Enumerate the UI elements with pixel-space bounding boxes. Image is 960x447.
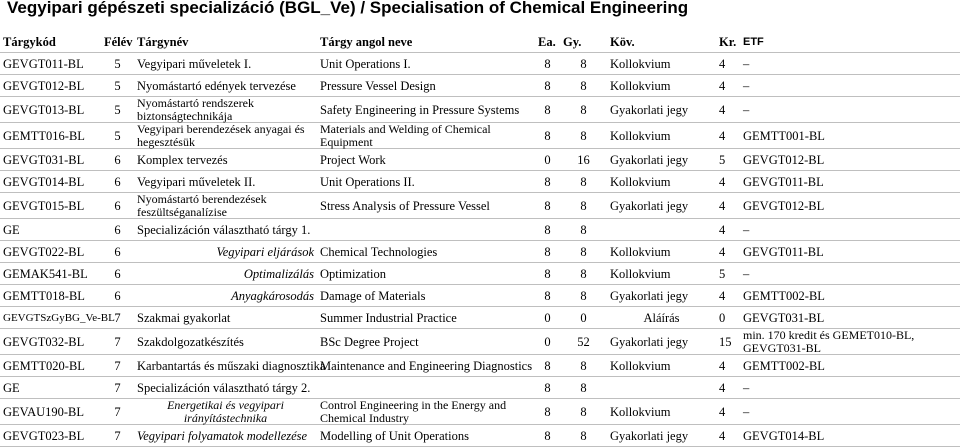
cell-code: GEVGT015-BL (0, 193, 101, 219)
cell-semester: 5 (101, 123, 134, 149)
table-row (0, 75, 960, 97)
cell-semester: 7 (101, 377, 134, 399)
cell-requirement: Gyakorlati jegy (607, 329, 716, 355)
cell-english-name: Maintenance and Engineering Diagnostics (317, 355, 535, 377)
cell-lecture: 0 (535, 329, 560, 355)
cell-semester: 7 (101, 329, 134, 355)
cell-lecture: 0 (535, 149, 560, 171)
cell-prerequisite: GEVGT011-BL (740, 171, 960, 193)
cell-name: Vegyipari folyamatok modellezése (134, 425, 317, 447)
cell-requirement (607, 219, 716, 241)
cell-english-name (317, 377, 535, 399)
table-row (0, 123, 960, 149)
cell-english-name: Unit Operations I. (317, 53, 535, 75)
cell-english-name: Modelling of Unit Operations (317, 425, 535, 447)
cell-practice: 8 (560, 123, 607, 149)
cell-credit: 4 (716, 399, 740, 425)
table-row (0, 149, 960, 171)
cell-requirement: Kollokvium (607, 171, 716, 193)
cell-prerequisite: GEVGT012-BL (740, 193, 960, 219)
cell-prerequisite: – (740, 53, 960, 75)
col-header-requirement: Köv. (607, 32, 716, 53)
cell-name: Nyomástartó rendszerek biztonságtechnikája (134, 97, 317, 123)
cell-credit: 4 (716, 219, 740, 241)
cell-prerequisite: GEVGT014-BL (740, 425, 960, 447)
col-header-code: Tárgykód (0, 32, 101, 53)
cell-practice: 8 (560, 219, 607, 241)
cell-code: GEVGT032-BL (0, 329, 101, 355)
cell-english-name: Unit Operations II. (317, 171, 535, 193)
table-row (0, 355, 960, 377)
cell-code: GE (0, 377, 101, 399)
cell-prerequisite: GEMTT002-BL (740, 355, 960, 377)
cell-requirement: Gyakorlati jegy (607, 193, 716, 219)
cell-practice: 8 (560, 285, 607, 307)
cell-credit: 5 (716, 149, 740, 171)
cell-credit: 0 (716, 307, 740, 329)
cell-prerequisite: GEVGT012-BL (740, 149, 960, 171)
cell-semester: 6 (101, 149, 134, 171)
cell-name: Nyomástartó berendezések feszültséganalízise (134, 193, 317, 219)
cell-practice: 8 (560, 241, 607, 263)
table-row (0, 377, 960, 399)
cell-code: GEVGT014-BL (0, 171, 101, 193)
cell-semester: 6 (101, 171, 134, 193)
cell-requirement: Kollokvium (607, 399, 716, 425)
cell-requirement (607, 377, 716, 399)
cell-credit: 4 (716, 97, 740, 123)
cell-prerequisite: – (740, 219, 960, 241)
cell-name: Komplex tervezés (134, 149, 317, 171)
cell-requirement: Kollokvium (607, 263, 716, 285)
cell-code: GEVGT011-BL (0, 53, 101, 75)
cell-english-name: Safety Engineering in Pressure Systems (317, 97, 535, 123)
cell-lecture: 8 (535, 219, 560, 241)
cell-requirement: Gyakorlati jegy (607, 285, 716, 307)
col-header-english-name: Tárgy angol neve (317, 32, 535, 53)
table-row (0, 171, 960, 193)
cell-practice: 8 (560, 193, 607, 219)
table-row (0, 329, 960, 355)
cell-code: GEMTT018-BL (0, 285, 101, 307)
cell-code: GEMTT016-BL (0, 123, 101, 149)
col-header-semester: Félév (101, 32, 134, 53)
cell-name: Vegyipari műveletek II. (134, 171, 317, 193)
cell-requirement: Kollokvium (607, 355, 716, 377)
table-row (0, 193, 960, 219)
cell-credit: 4 (716, 193, 740, 219)
cell-requirement: Kollokvium (607, 75, 716, 97)
cell-requirement: Kollokvium (607, 123, 716, 149)
cell-prerequisite: min. 170 kredit és GEMET010-BL, GEVGT031-BL (740, 329, 960, 355)
cell-practice: 8 (560, 97, 607, 123)
cell-code: GEVGT031-BL (0, 149, 101, 171)
cell-lecture: 8 (535, 355, 560, 377)
table-row (0, 219, 960, 241)
cell-practice: 8 (560, 425, 607, 447)
table-row (0, 53, 960, 75)
cell-practice: 8 (560, 75, 607, 97)
cell-english-name: Pressure Vessel Design (317, 75, 535, 97)
col-header-prerequisite: ETF (740, 32, 960, 53)
cell-semester: 6 (101, 241, 134, 263)
table-row (0, 97, 960, 123)
cell-lecture: 8 (535, 425, 560, 447)
cell-lecture: 8 (535, 75, 560, 97)
cell-requirement: Gyakorlati jegy (607, 149, 716, 171)
cell-code: GEVGT012-BL (0, 75, 101, 97)
cell-practice: 8 (560, 263, 607, 285)
cell-semester: 5 (101, 97, 134, 123)
cell-practice: 0 (560, 307, 607, 329)
cell-practice: 16 (560, 149, 607, 171)
cell-name: Specializáción választható tárgy 2. (134, 377, 317, 399)
cell-prerequisite: GEMTT002-BL (740, 285, 960, 307)
cell-practice: 8 (560, 355, 607, 377)
cell-english-name: Damage of Materials (317, 285, 535, 307)
cell-prerequisite: GEVGT011-BL (740, 241, 960, 263)
cell-requirement: Gyakorlati jegy (607, 97, 716, 123)
cell-practice: 8 (560, 377, 607, 399)
cell-prerequisite: – (740, 97, 960, 123)
cell-name: Karbantartás és műszaki diagnosztika (134, 355, 317, 377)
table-row (0, 285, 960, 307)
cell-semester: 6 (101, 193, 134, 219)
cell-code: GEVAU190-BL (0, 399, 101, 425)
cell-requirement: Gyakorlati jegy (607, 425, 716, 447)
cell-name: Vegyipari berendezések anyagai és hegesztésük (134, 123, 317, 149)
cell-semester: 6 (101, 285, 134, 307)
cell-lecture: 8 (535, 241, 560, 263)
col-header-name: Tárgynév (134, 32, 317, 53)
cell-prerequisite: – (740, 399, 960, 425)
cell-credit: 4 (716, 377, 740, 399)
cell-lecture: 8 (535, 263, 560, 285)
cell-lecture: 0 (535, 307, 560, 329)
cell-lecture: 8 (535, 399, 560, 425)
curriculum-table (0, 32, 960, 447)
cell-english-name (317, 219, 535, 241)
cell-english-name: Project Work (317, 149, 535, 171)
cell-practice: 8 (560, 171, 607, 193)
cell-lecture: 8 (535, 285, 560, 307)
col-header-lecture: Ea. (535, 32, 560, 53)
cell-credit: 4 (716, 123, 740, 149)
cell-requirement: Aláírás (607, 307, 716, 329)
cell-credit: 4 (716, 75, 740, 97)
cell-name: Vegyipari műveletek I. (134, 53, 317, 75)
cell-english-name: Chemical Technologies (317, 241, 535, 263)
cell-code: GEMAK541-BL (0, 263, 101, 285)
cell-lecture: 8 (535, 377, 560, 399)
cell-prerequisite: GEVGT031-BL (740, 307, 960, 329)
cell-english-name: Materials and Welding of Chemical Equipment (317, 123, 535, 149)
cell-credit: 5 (716, 263, 740, 285)
cell-name: Specializáción választható tárgy 1. (134, 219, 317, 241)
cell-name: Szakmai gyakorlat (134, 307, 317, 329)
cell-practice: 52 (560, 329, 607, 355)
cell-lecture: 8 (535, 193, 560, 219)
cell-prerequisite: GEMTT001-BL (740, 123, 960, 149)
cell-lecture: 8 (535, 53, 560, 75)
cell-requirement: Kollokvium (607, 241, 716, 263)
table-row (0, 425, 960, 447)
cell-prerequisite: – (740, 377, 960, 399)
table-row (0, 263, 960, 285)
cell-code: GEVGT023-BL (0, 425, 101, 447)
cell-code: GEVGTSzGyBG_Ve-BL (0, 307, 101, 329)
cell-lecture: 8 (535, 97, 560, 123)
cell-semester: 5 (101, 75, 134, 97)
cell-credit: 4 (716, 285, 740, 307)
cell-english-name: Summer Industrial Practice (317, 307, 535, 329)
cell-practice: 8 (560, 53, 607, 75)
cell-english-name: Stress Analysis of Pressure Vessel (317, 193, 535, 219)
cell-semester: 7 (101, 307, 134, 329)
col-header-credit: Kr. (716, 32, 740, 53)
table-row (0, 307, 960, 329)
cell-name: Energetikai és vegyipari irányítástechnika (134, 399, 317, 425)
cell-name: Nyomástartó edények tervezése (134, 75, 317, 97)
cell-credit: 4 (716, 425, 740, 447)
cell-english-name: BSc Degree Project (317, 329, 535, 355)
cell-semester: 6 (101, 263, 134, 285)
cell-name: Vegyipari eljárások (134, 241, 317, 263)
cell-english-name: Control Engineering in the Energy and Chemical Industry (317, 399, 535, 425)
cell-semester: 7 (101, 355, 134, 377)
cell-lecture: 8 (535, 171, 560, 193)
cell-semester: 7 (101, 399, 134, 425)
cell-credit: 15 (716, 329, 740, 355)
page-title: Vegyipari gépészeti specializáció (BGL_Ve) / Specialisation of Chemical Engineering (7, 0, 689, 17)
cell-prerequisite: – (740, 263, 960, 285)
cell-lecture: 8 (535, 123, 560, 149)
cell-credit: 4 (716, 241, 740, 263)
cell-credit: 4 (716, 355, 740, 377)
cell-practice: 8 (560, 399, 607, 425)
cell-semester: 6 (101, 219, 134, 241)
cell-english-name: Optimization (317, 263, 535, 285)
cell-name: Anyagkárosodás (134, 285, 317, 307)
col-header-practice: Gy. (560, 32, 607, 53)
cell-credit: 4 (716, 53, 740, 75)
cell-credit: 4 (716, 171, 740, 193)
cell-requirement: Kollokvium (607, 53, 716, 75)
cell-semester: 5 (101, 53, 134, 75)
table-row (0, 241, 960, 263)
cell-prerequisite: – (740, 75, 960, 97)
cell-code: GEVGT013-BL (0, 97, 101, 123)
cell-name: Optimalizálás (134, 263, 317, 285)
cell-code: GE (0, 219, 101, 241)
header-row (0, 32, 960, 53)
cell-code: GEVGT022-BL (0, 241, 101, 263)
cell-name: Szakdolgozatkészítés (134, 329, 317, 355)
table-row (0, 399, 960, 425)
cell-code: GEMTT020-BL (0, 355, 101, 377)
cell-semester: 7 (101, 425, 134, 447)
